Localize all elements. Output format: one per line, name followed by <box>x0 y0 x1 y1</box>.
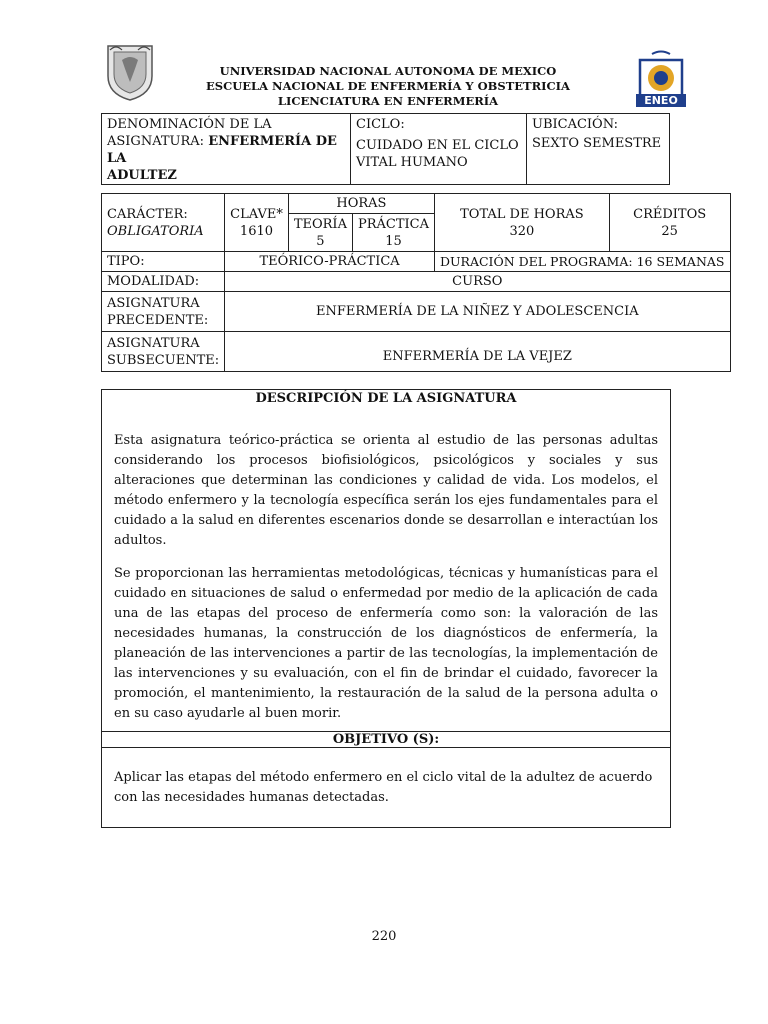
school-name: ESCUELA NACIONAL DE ENFERMERÍA Y OBSTETRICIA <box>206 79 570 93</box>
objective-title: OBJETIVO (S): <box>332 732 440 747</box>
subject-details-table <box>101 193 731 372</box>
denominacion-label: DENOMINACIÓN DE LA <box>107 117 272 132</box>
creditos-value: 25 <box>661 223 678 239</box>
ubicacion-value: SEXTO SEMESTRE <box>532 136 662 151</box>
teoria-cell <box>288 214 352 252</box>
caracter-label: CARÁCTER: <box>107 206 188 222</box>
practica-value: 15 <box>385 233 402 249</box>
clave-value: 1610 <box>239 223 274 239</box>
subsecuente-label-cell <box>102 332 225 372</box>
modalidad-label: MODALIDAD: <box>102 272 225 292</box>
precedente-label-line2: PRECEDENTE: <box>107 312 209 328</box>
subject-name: ENFERMERÍA DE LA <box>107 134 337 166</box>
total-horas-label: TOTAL DE HORAS <box>460 206 584 222</box>
subsecuente-value: ENFERMERÍA DE LA VEJEZ <box>225 332 730 372</box>
tipo-label: TIPO: <box>102 252 225 272</box>
description-paragraph-2: Se proporcionan las herramientas metodológicas, técnicas y humanísticas para el cuidado en situaciones de salud o enfermedad por medio de la aplicación de cada una de las etapas del proceso de enfermería como son: la valoración de las necesidades humanas, la construcción de los diagnósticos de enfermería, la planeación de las intervenciones a partir de las tecnologías, la implementación de las intervenciones y su evaluación, con el fin de brindar el cuidado, favorecer la promoción, el mantenimiento, la restauración de la salud de la persona adulta o en su caso ayudarle al buen morir. <box>114 566 658 721</box>
unam-seal-logo <box>104 42 156 102</box>
subsecuente-label-line2: SUBSECUENTE: <box>107 352 220 368</box>
duracion-programa: DURACIÓN DEL PROGRAMA: 16 SEMANAS <box>434 252 730 272</box>
precedente-label-cell <box>102 292 225 332</box>
ciclo-value-line2: VITAL HUMANO <box>356 155 468 170</box>
denominacion-cell <box>102 114 351 185</box>
ciclo-value: CUIDADO EN EL CICLO <box>356 138 519 153</box>
total-horas-value: 320 <box>509 223 535 239</box>
university-name: UNIVERSIDAD NACIONAL AUTONOMA DE MEXICO <box>219 64 557 78</box>
ciclo-cell <box>351 114 527 185</box>
subject-info-table <box>101 113 670 185</box>
precedente-label: ASIGNATURA <box>107 295 200 311</box>
creditos-label: CRÉDITOS <box>633 206 707 222</box>
eneo-logo-text: ENEO <box>644 94 678 107</box>
eneo-logo <box>634 50 688 108</box>
practica-label: PRÁCTICA <box>357 216 429 232</box>
horas-header: HORAS <box>288 194 434 214</box>
page-number: 220 <box>371 929 397 944</box>
practica-cell <box>352 214 434 252</box>
total-horas-cell <box>434 194 609 252</box>
subsecuente-label: ASIGNATURA <box>107 335 200 351</box>
teoria-label: TEORÍA <box>293 216 347 232</box>
program-name: LICENCIATURA EN ENFERMERÍA <box>277 94 499 108</box>
creditos-cell <box>609 194 730 252</box>
precedente-value: ENFERMERÍA DE LA NIÑEZ Y ADOLESCENCIA <box>225 292 730 332</box>
clave-cell <box>225 194 289 252</box>
description-title: DESCRIPCIÓN DE LA ASIGNATURA <box>255 391 517 406</box>
teoria-value: 5 <box>316 233 325 249</box>
clave-label: CLAVE* <box>230 206 283 222</box>
description-paragraph-1: Esta asignatura teórico-práctica se orienta al estudio de las personas adultas considerando los procesos biofisiológicos, psicológicos y sociales y sus alteraciones que determinan las condiciones y calidad de vida. Los modelos, el método enfermero y la tecnología específica serán los ejes fundamentales para el cuidado a la salud en diferentes escenarios donde se desarrollan e interactúan los adultos. <box>114 433 658 548</box>
caracter-value: OBLIGATORIA <box>107 223 204 239</box>
ciclo-label: CICLO: <box>356 117 405 132</box>
ubicacion-label: UBICACIÓN: <box>532 117 619 132</box>
caracter-cell <box>102 194 225 252</box>
objective-text: Aplicar las etapas del método enfermero en el ciclo vital de la adultez de acuerdo con las necesidades humanas detectadas. <box>114 770 653 805</box>
asignatura-label: ASIGNATURA: <box>107 134 209 149</box>
tipo-value: TEÓRICO-PRÁCTICA <box>225 252 435 272</box>
modalidad-value: CURSO <box>225 272 730 292</box>
subject-name-line2: ADULTEZ <box>107 168 177 183</box>
ubicacion-cell <box>527 114 670 185</box>
